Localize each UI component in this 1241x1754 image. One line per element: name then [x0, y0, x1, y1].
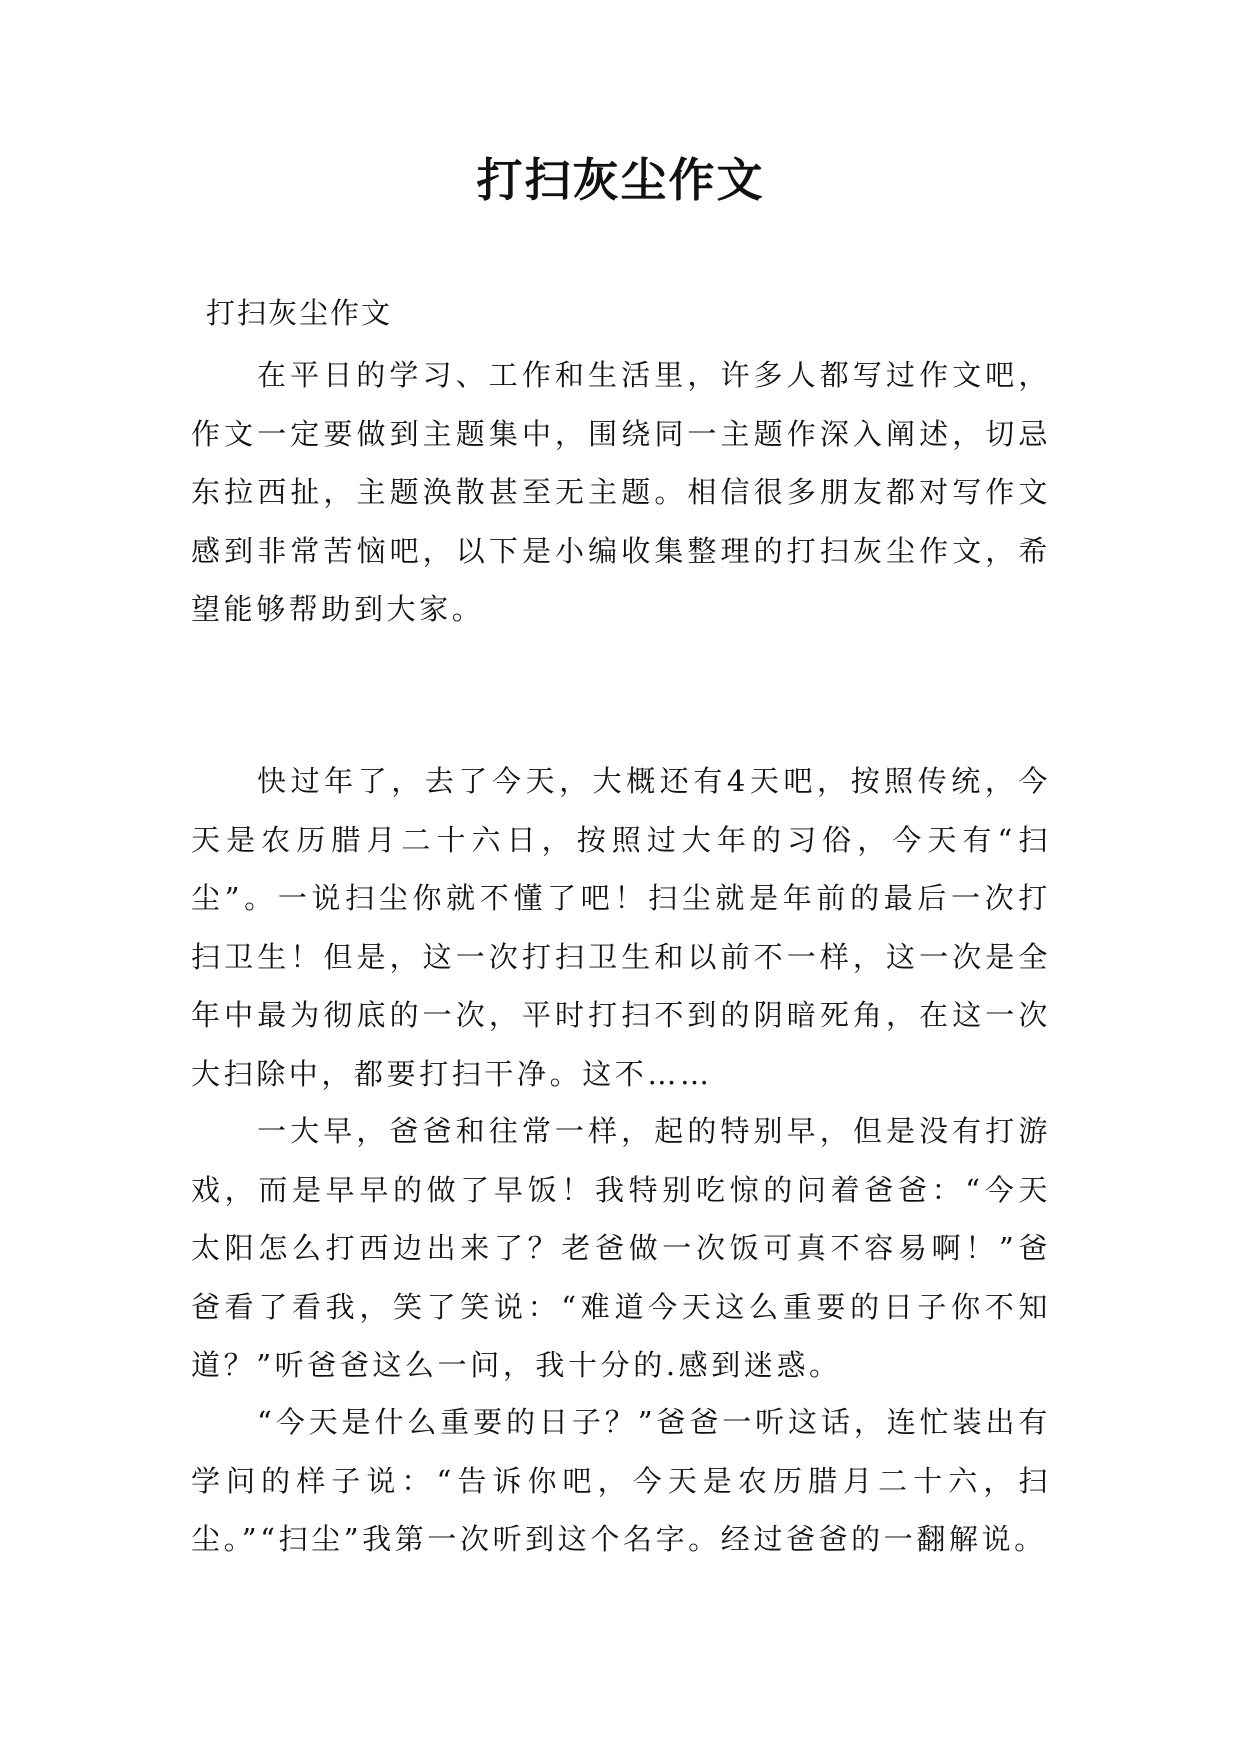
- document-title: 打扫灰尘作文: [476, 153, 765, 207]
- intro-paragraph: 在平日的学习、工作和生活里，许多人都写过作文吧，作文一定要做到主题集中，围绕同一主题作深入阐述，切忌东拉西扯，主题涣散甚至无主题。相信很多朋友都对写作文感到非常苦恼吧，以下是小编收集整理的打扫灰尘作文，希望能够帮助到大家。: [191, 358, 1051, 626]
- body-paragraph-2: 一大早，爸爸和往常一样，起的特别早，但是没有打游戏，而是早早的做了早饭！我特别吃惊的问着爸爸：“今天太阳怎么打西边出来了？老爸做一次饭可真不容易啊！”爸爸看了看我，笑了笑说：“难道今天这么重要的日子你不知道？”听爸爸这么一问，我十分的.感到迷惑。: [191, 1114, 1051, 1382]
- document-subtitle: 打扫灰尘作文: [206, 296, 393, 330]
- body-paragraph-3: “今天是什么重要的日子？”爸爸一听这话，连忙装出有学问的样子说：“告诉你吧，今天是农历腊月二十六，扫尘。”“扫尘”我第一次听到这个名字。经过爸爸的一翻解说。: [191, 1405, 1051, 1556]
- body-paragraph-1: 快过年了，去了今天，大概还有4天吧，按照传统，今天是农历腊月二十六日，按照过大年的习俗，今天有“扫尘”。一说扫尘你就不懂了吧！扫尘就是年前的最后一次打扫卫生！但是，这一次打扫卫生和以前不一样，这一次是全年中最为彻底的一次，平时打扫不到的阴暗死角，在这一次大扫除中，都要打扫干净。这不……: [191, 764, 1051, 1091]
